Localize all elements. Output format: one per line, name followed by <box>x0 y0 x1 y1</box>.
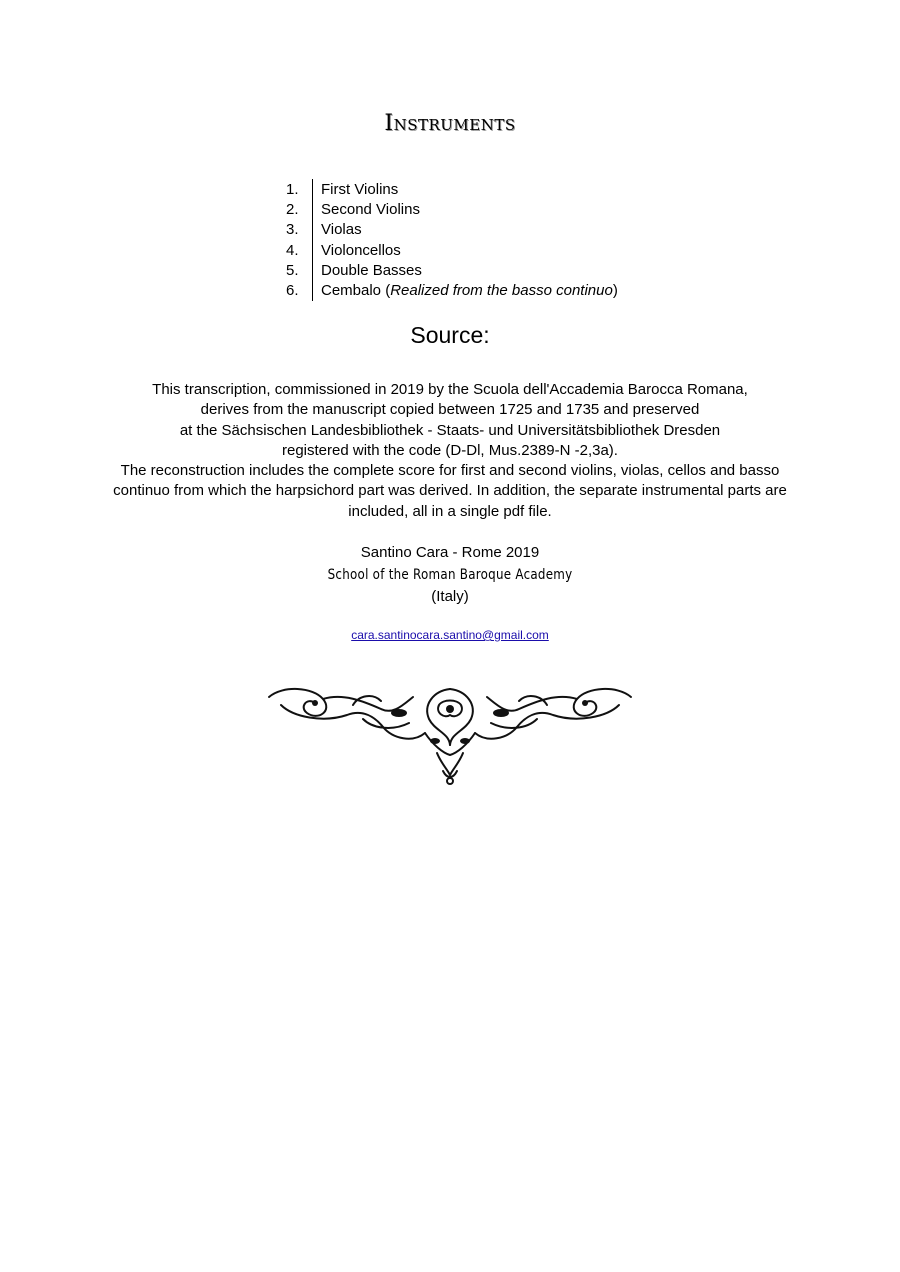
item-number: 1. <box>286 180 299 198</box>
paragraph-line: The reconstruction includes the complete score for first and second violins, violas, cellos and basso <box>120 462 780 480</box>
paragraph-line: continuo from which the harpsichord part was derived. In addition, the separate instrumental parts are <box>113 482 787 500</box>
source-paragraph <box>80 380 820 522</box>
instrument-list <box>280 179 700 301</box>
item-number: 2. <box>286 200 299 218</box>
page-title: Instruments <box>384 111 516 136</box>
list-item <box>280 199 700 219</box>
item-label: Second Violins <box>321 200 420 218</box>
school-line: School of the Roman Baroque Academy <box>327 567 573 583</box>
list-item <box>280 260 700 280</box>
baroque-ornament-icon <box>263 683 637 787</box>
item-number: 3. <box>286 221 299 239</box>
paragraph-line: at the Sächsischen Landesbibliothek - Staats- und Universitätsbibliothek Dresden <box>179 421 721 439</box>
item-label: Double Basses <box>321 261 422 279</box>
list-item <box>280 280 700 300</box>
divider <box>312 260 313 280</box>
list-item <box>280 220 700 240</box>
paragraph-line: derives from the manuscript copied between 1725 and 1735 and preserved <box>200 401 700 419</box>
divider <box>312 240 313 260</box>
item-label: Violoncellos <box>321 241 401 259</box>
paragraph-line: This transcription, commissioned in 2019 by the Scuola dell'Accademia Barocca Romana, <box>152 381 748 398</box>
item-label: Violas <box>321 221 362 239</box>
author-line: Santino Cara - Rome 2019 <box>360 544 540 561</box>
source-heading: Source: <box>410 322 490 348</box>
paragraph-line: registered with the code (D-Dl, Mus.2389-N -2,3a). <box>282 441 618 459</box>
divider <box>312 179 313 199</box>
signature-block <box>0 542 900 608</box>
list-item <box>280 240 700 260</box>
item-note: Realized from the basso continuo <box>390 282 613 300</box>
item-label: First Violins <box>321 180 399 198</box>
country-line: (Italy) <box>431 588 469 605</box>
list-item <box>280 179 700 199</box>
item-number: 4. <box>286 241 299 259</box>
email-block <box>0 628 900 642</box>
paragraph-line: included, all in a single pdf file. <box>348 502 552 520</box>
divider <box>312 199 313 219</box>
item-label: Cembalo (Realized from the basso continuo) <box>321 282 618 300</box>
divider <box>312 220 313 240</box>
item-number: 5. <box>286 261 299 279</box>
item-number: 6. <box>286 282 299 300</box>
email-link[interactable]: cara.santinocara.santino@gmail.com <box>351 628 549 642</box>
divider <box>312 280 313 300</box>
